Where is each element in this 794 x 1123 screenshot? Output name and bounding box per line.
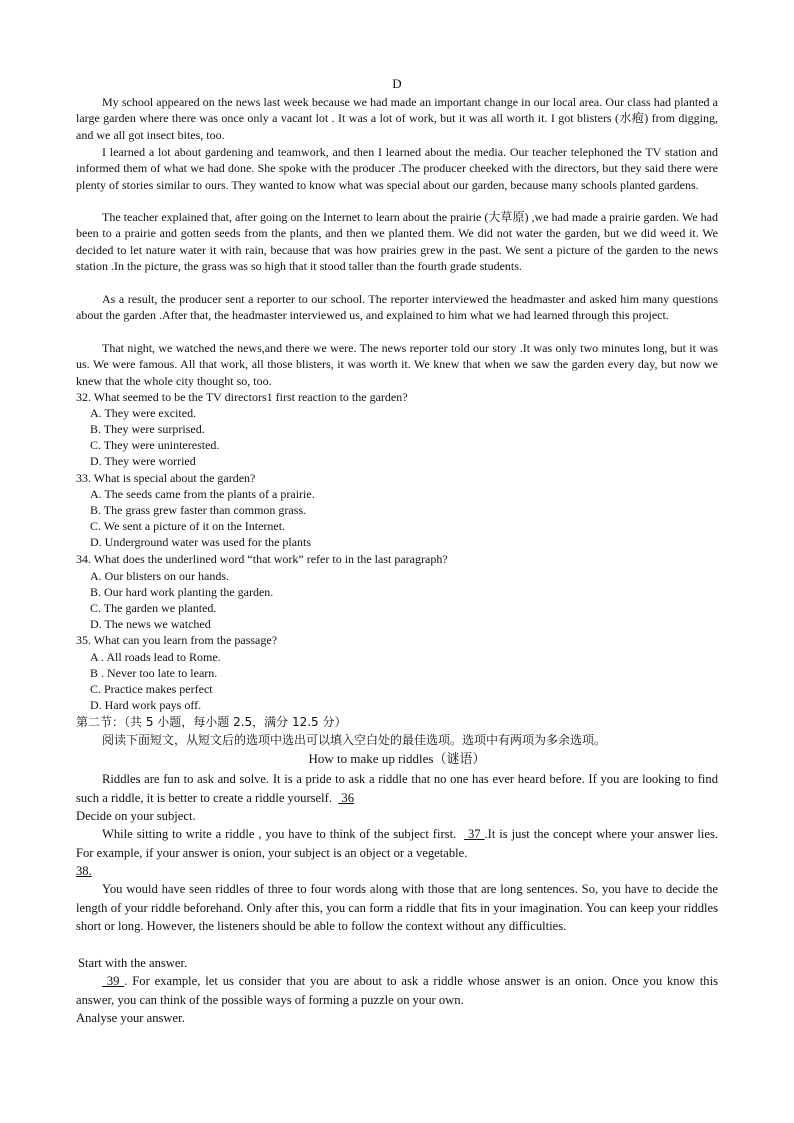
subheading-decide: Decide on your subject. <box>76 809 196 823</box>
paragraph-text: Riddles are fun to ask and solve. It is a pride to ask a riddle that no one has ever heard before. If you are looking to find such a riddle, it is better to create a riddle yourself. <box>76 772 718 805</box>
paragraph-text: The teacher explained that, after going on the Internet to learn about the prairie (大草原) ,we had made a prairie garden. We had been to a prairie and gotten seeds from the plants, and then we planted them. We did not water the garden, but we did weed it. We decided to let nature water it with rain, because that was how prairies grew in the past. We sent a picture of the garden to the news station .In the picture, the grass was so high that it stood taller than the fourth grade students. <box>76 210 718 273</box>
option-32-c: C. They were uninterested. <box>90 438 220 452</box>
question-33: 33. What is special about the garden? <box>76 471 256 485</box>
passage-paragraph-4 <box>76 291 718 324</box>
question-35: 35. What can you learn from the passage? <box>76 633 278 647</box>
blank-38: 38. <box>76 864 92 878</box>
question-34: 34. What does the underlined word “that work” refer to in the last paragraph? <box>76 552 448 566</box>
riddles-title: How to make up riddles（谜语） <box>308 751 486 766</box>
passage-paragraph-2 <box>76 144 718 193</box>
option-34-b: B. Our hard work planting the garden. <box>90 585 274 599</box>
paragraph-text: . For example, let us consider that you are about to ask a riddle whose answer is an onion. Once you know this answer, you can think of the possible ways of forming a puzzle on your own. <box>76 974 718 1007</box>
subheading-start: Start with the answer. <box>78 956 188 970</box>
option-35-d: D. Hard work pays off. <box>90 698 202 712</box>
blank-39: 39 <box>102 974 125 988</box>
section-letter: D <box>392 76 402 91</box>
option-35-c: C. Practice makes perfect <box>90 682 213 696</box>
option-33-c: C. We sent a picture of it on the Internet. <box>90 519 286 533</box>
option-35-b: B . Never too late to learn. <box>90 666 218 680</box>
option-33-d: D. Underground water was used for the plants <box>90 535 312 549</box>
riddles-paragraph-4 <box>76 972 718 1009</box>
riddles-paragraph-2 <box>76 825 718 881</box>
paragraph-text: While sitting to write a riddle , you have to think of the subject first. <box>102 827 457 841</box>
option-32-d: D. They were worried <box>90 454 196 468</box>
paragraph-text: As a result, the producer sent a reporter to our school. The reporter interviewed the headmaster and asked him many questions about the garden .After that, the headmaster interviewed us, and explained to him what we had learned through this project. <box>76 292 718 323</box>
passage-paragraph-5 <box>76 340 718 389</box>
question-32: 32. What seemed to be the TV directors1 first reaction to the garden? <box>76 390 408 404</box>
section2-instruction: 阅读下面短文，从短文后的选项中选出可以填入空白处的最佳选项。选项中有两项为多余选项。 <box>102 733 607 747</box>
passage-paragraph-3 <box>76 209 718 274</box>
option-34-c: C. The garden we planted. <box>90 601 217 615</box>
option-34-d: D. The news we watched <box>90 617 211 631</box>
option-34-a: A. Our blisters on our hands. <box>90 569 229 583</box>
passage-paragraph-1 <box>76 94 718 143</box>
option-32-a: A. They were excited. <box>90 406 197 420</box>
blank-36: 36 <box>338 790 355 805</box>
paragraph-text: I learned a lot about gardening and teamwork, and then I learned about the media. Our teacher telephoned the TV station and informed them of what we had done. She spoke with the producer .The producer cheeked with the directors, but they said there were plenty of stories similar to ours. They wanted to know what was special about our garden, because many schools planted gardens. <box>76 145 718 192</box>
paragraph-text: My school appeared on the news last week because we had made an important change in our local area. Our class had planted a large garden where there was once only a vacant lot . It was a lot of work, but it was all worth it. I got blisters (水疱) from digging, and we all got insect bites, too. <box>76 95 718 142</box>
option-32-b: B. They were surprised. <box>90 422 205 436</box>
blank-37: 37 <box>464 827 485 841</box>
paragraph-text: That night, we watched the news,and there we were. The news reporter told our story .It was only two minutes long, but it was us. We were famous. All that work, all those blisters, it was worth it. We knew that when we saw the garden every day, but now we knew that the whole city thought so, too. <box>76 341 718 388</box>
option-33-a: A. The seeds came from the plants of a prairie. <box>90 487 315 501</box>
option-33-b: B. The grass grew faster than common grass. <box>90 503 307 517</box>
section2-heading: 第二节：（共 5 小题，每小题 2.5，满分 12.5 分） <box>76 715 347 729</box>
paragraph-text: .It is just the concept where your answer lies. For example, if your answer is onion, your subject is an object or a vegetable. <box>76 827 718 860</box>
paragraph-text: You would have seen riddles of three to four words along with those that are long sentences. So, you have to decide the length of your riddle beforehand. Only after this, you can form a riddle that fits in your imagination. You can keep your riddles short or long. However, the listeners should be able to follow the context without any difficulties. <box>76 882 718 933</box>
subheading-analyse: Analyse your answer. <box>76 1011 185 1025</box>
riddles-paragraph-1 <box>76 770 718 807</box>
riddles-paragraph-3 <box>76 880 718 936</box>
option-35-a: A . All roads lead to Rome. <box>90 650 221 664</box>
